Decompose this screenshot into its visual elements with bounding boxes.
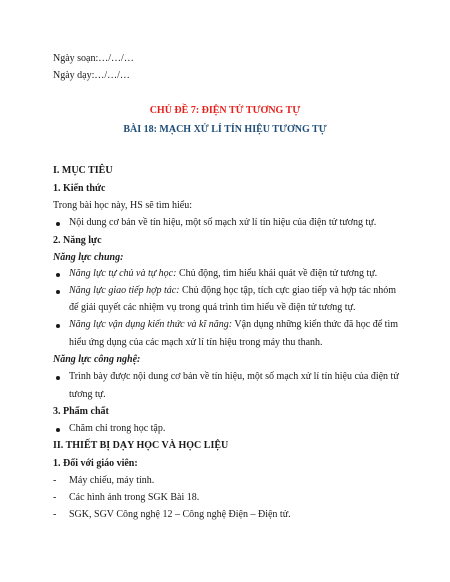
dash-marker: - (53, 492, 57, 503)
ngay-day: Ngày dạy:…/…/… (53, 70, 130, 81)
heading-nang-luc-chung: Năng lực chung: (53, 252, 124, 263)
nlc-item-2: Năng lực giao tiếp hợp tác: Chủ động học tập, tích cực giao tiếp và hợp tác nhóm (69, 285, 396, 296)
nlcn-item-1: Trình bày được nội dung cơ bản về tín hiệu, một số mạch xử lí tín hiệu của điện tử (69, 371, 399, 382)
heading-pham-chat: 3. Phẩm chất (53, 406, 109, 417)
heading-nang-luc: 2. Năng lực (53, 235, 102, 246)
nlc-item-1: Năng lực tự chủ và tự học: Chủ động, tìm hiểu khái quát về điện tử tương tự. (69, 268, 378, 279)
pham-chat-item: Chăm chỉ trong học tập. (69, 423, 166, 434)
kien-thuc-intro: Trong bài học này, HS sẽ tìm hiểu: (53, 200, 192, 211)
gv-item-3: SGK, SGV Công nghệ 12 – Công nghệ Điện – Điện tử. (69, 509, 291, 520)
bullet-icon (56, 222, 60, 226)
bullet-icon (56, 376, 60, 380)
bullet-icon (56, 428, 60, 432)
heading-kien-thuc: 1. Kiến thức (53, 183, 106, 194)
lesson-title: BÀI 18: MẠCH XỬ LÍ TÍN HIỆU TƯƠNG TỰ (123, 124, 327, 135)
dash-marker: - (53, 475, 57, 486)
section-thiet-bi: II. THIẾT BỊ DẠY HỌC VÀ HỌC LIỆU (53, 440, 229, 451)
nlc-item-3: Năng lực vận dụng kiến thức và kĩ năng: Vận dụng những kiến thức đã học để tìm (69, 319, 398, 330)
nlc-item-2-cont: để giải quyết các nhiệm vụ trong quá trình tìm hiểu về điện tử tương tự. (69, 302, 356, 313)
heading-nang-luc-cong-nghe: Năng lực công nghệ: (53, 354, 141, 365)
nlc-item-3-cont: hiểu ứng dụng của các mạch xử lí tín hiệu trong máy thu thanh. (69, 337, 323, 348)
nlcn-item-1-cont: tương tự. (69, 389, 106, 400)
bullet-icon (56, 273, 60, 277)
bullet-icon (56, 324, 60, 328)
kien-thuc-item: Nội dung cơ bản về tín hiệu, một số mạch xử lí tín hiệu của điện tử tương tự. (69, 217, 377, 228)
topic-title: CHỦ ĐỀ 7: ĐIỆN TỬ TƯƠNG TỰ (149, 105, 301, 116)
section-muc-tieu: I. MỤC TIÊU (53, 165, 113, 176)
gv-item-1: Máy chiếu, máy tính. (69, 475, 155, 486)
ngay-soan: Ngày soạn:…/…/… (53, 53, 134, 64)
bullet-icon (56, 290, 60, 294)
gv-item-2: Các hình ảnh trong SGK Bài 18. (69, 492, 200, 503)
heading-giao-vien: 1. Đối với giáo viên: (53, 458, 138, 469)
dash-marker: - (53, 509, 57, 520)
